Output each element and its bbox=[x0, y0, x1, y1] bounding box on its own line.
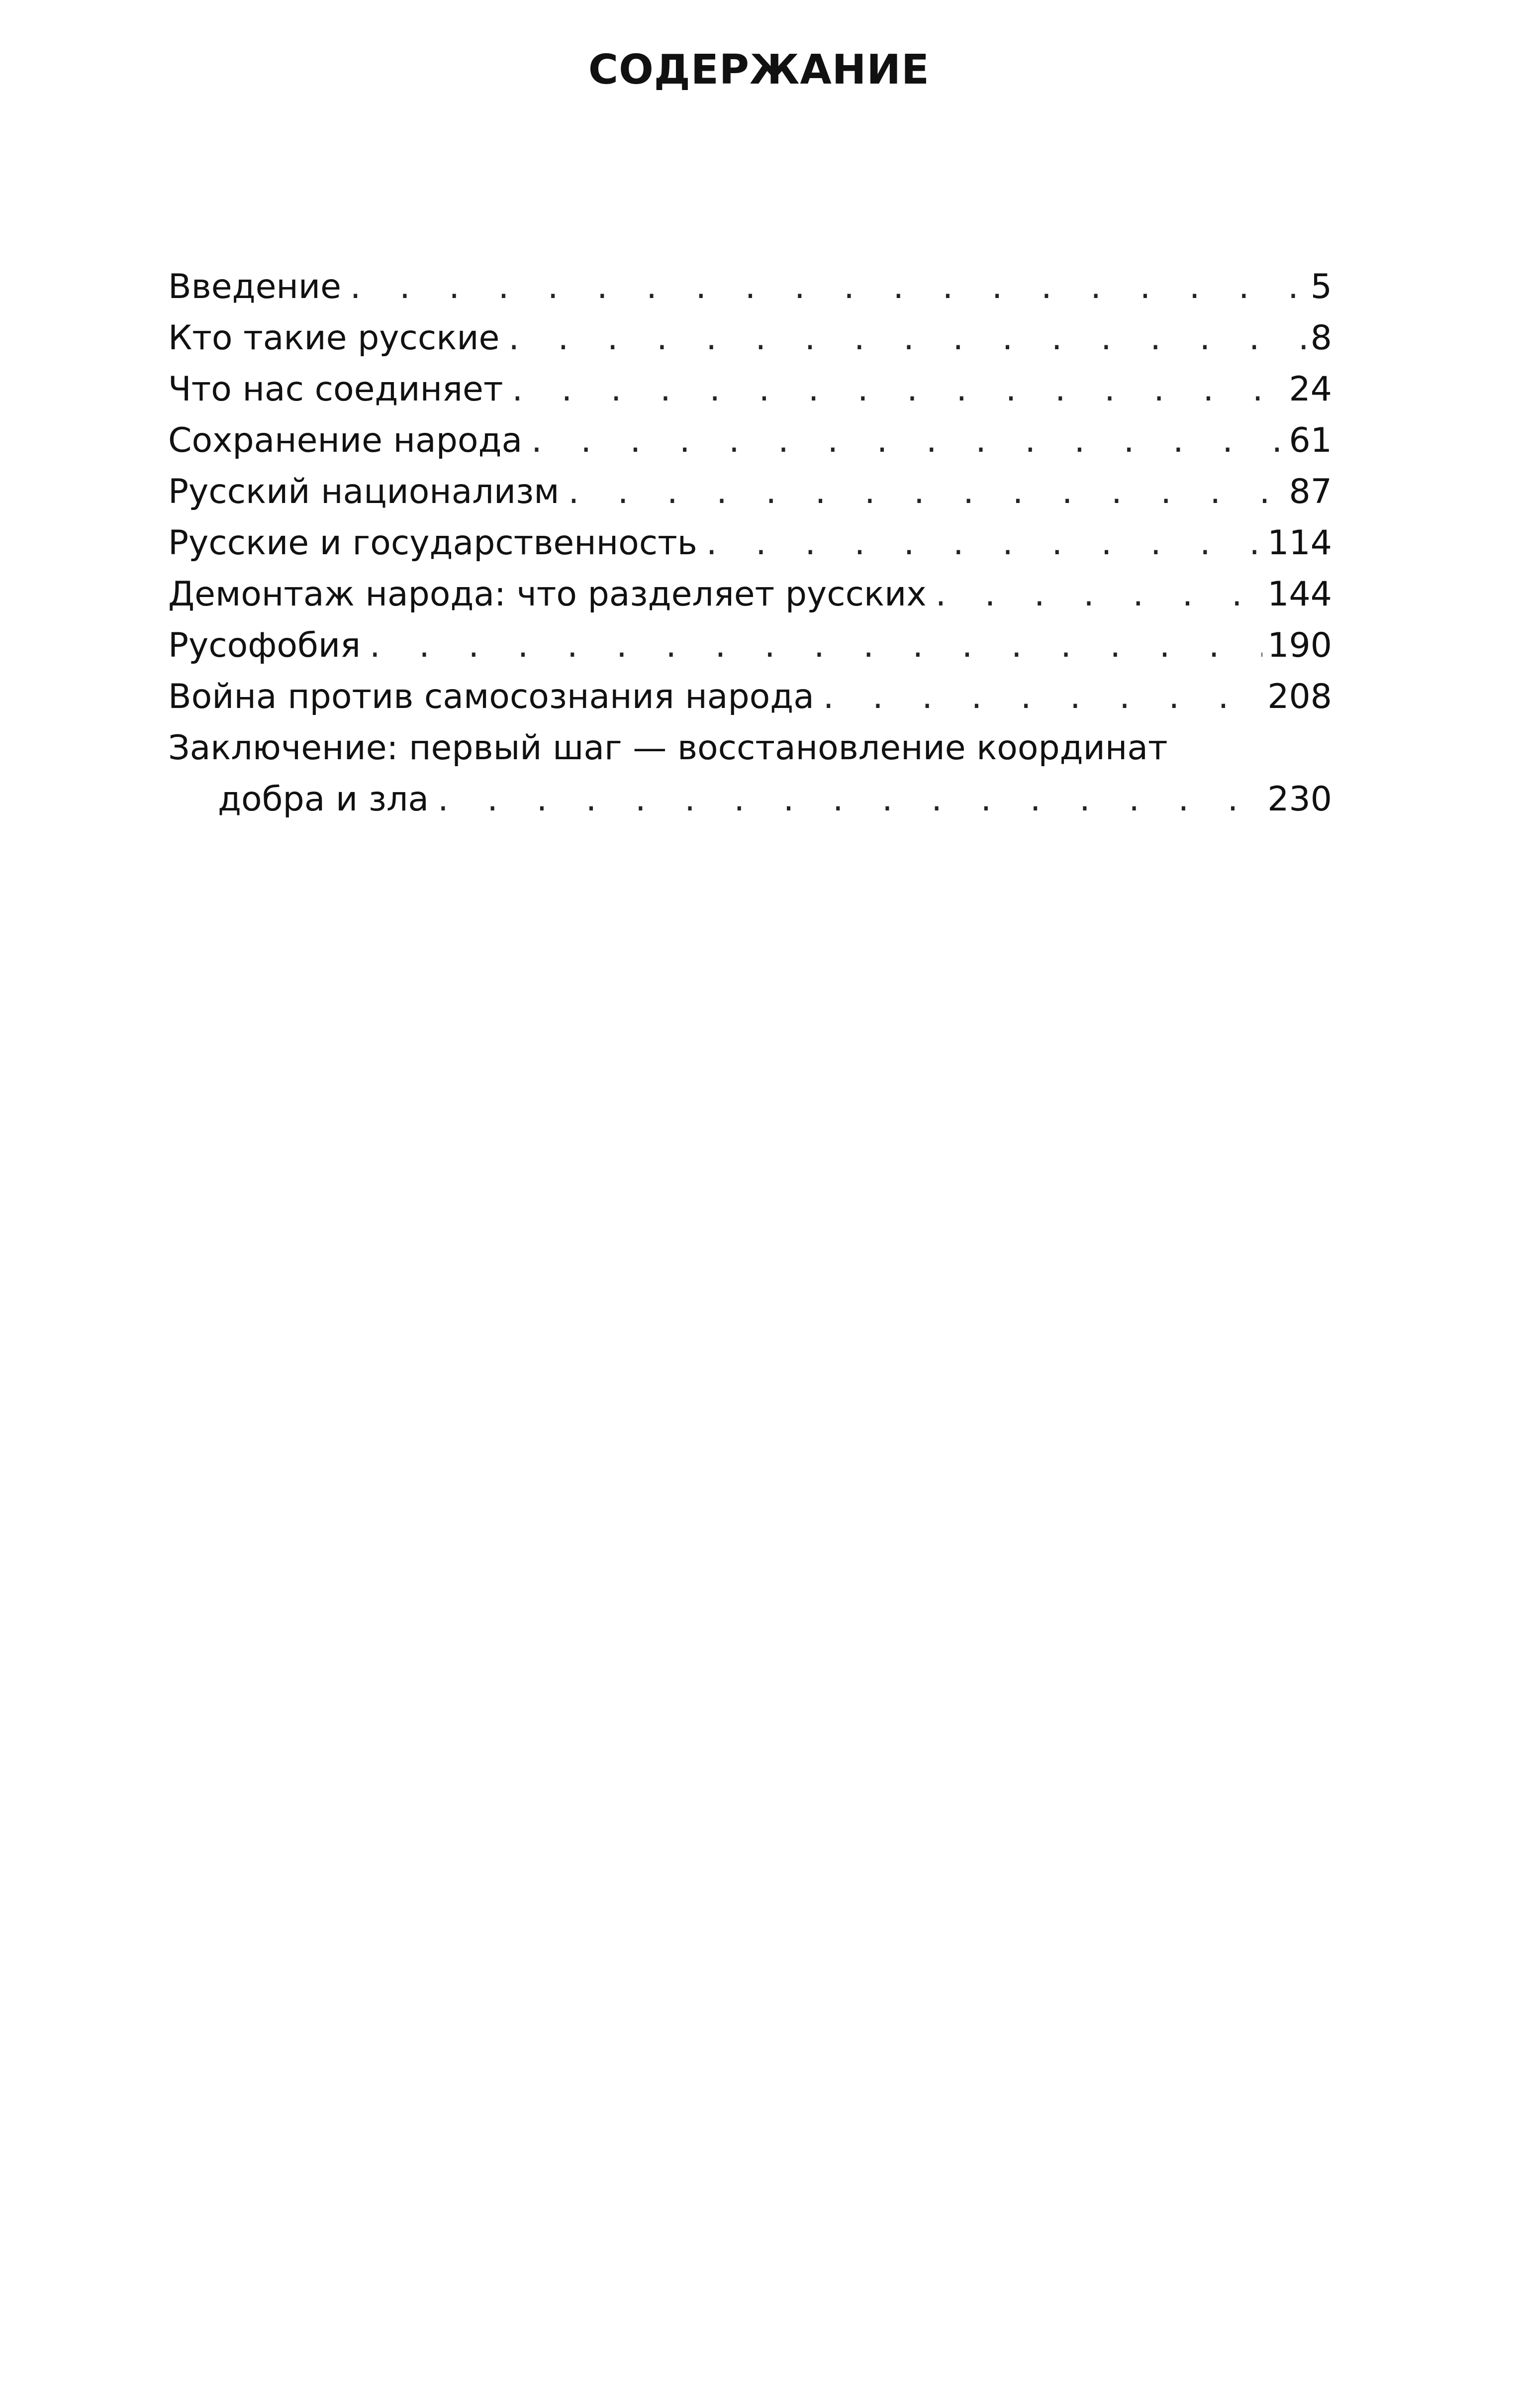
dot-leader bbox=[370, 620, 1262, 671]
toc-entry bbox=[168, 364, 1332, 415]
toc-entry bbox=[168, 517, 1332, 569]
dot-leader bbox=[569, 466, 1284, 517]
toc-entry-title: Война против самосознания народа bbox=[168, 677, 814, 716]
dot-leader bbox=[508, 312, 1305, 364]
toc-entry-page: 230 bbox=[1267, 780, 1332, 819]
toc-entry bbox=[168, 620, 1332, 671]
dot-leader bbox=[438, 774, 1262, 825]
dot-leader bbox=[350, 261, 1306, 312]
toc-entry-title: Сохранение народа bbox=[168, 421, 523, 460]
toc-entry-title: Что нас соединяет bbox=[168, 370, 503, 409]
toc-entry-continuation bbox=[168, 774, 1332, 825]
toc-entry-page: 24 bbox=[1289, 370, 1332, 409]
dot-leader bbox=[706, 517, 1262, 569]
toc-entry bbox=[168, 312, 1332, 364]
toc-entry-page: 144 bbox=[1267, 575, 1332, 614]
toc-entry bbox=[168, 466, 1332, 517]
toc-entry-title-line2: добра и зла bbox=[218, 780, 429, 819]
dot-leader bbox=[512, 364, 1284, 415]
toc-entry bbox=[168, 261, 1332, 312]
toc-entry-page: 8 bbox=[1310, 318, 1332, 358]
toc-entry-title: Введение bbox=[168, 267, 341, 306]
dot-leader bbox=[823, 671, 1262, 722]
toc-entry-page: 114 bbox=[1267, 523, 1332, 563]
toc-entry-page: 208 bbox=[1267, 677, 1332, 716]
toc-entry-title: Русский национализм bbox=[168, 472, 560, 511]
toc-entry-title: Демонтаж народа: что разделяет русских bbox=[168, 575, 927, 614]
toc-entry-page: 87 bbox=[1289, 472, 1332, 511]
toc-entry-title: Русские и государственность bbox=[168, 523, 697, 563]
toc-entry-conclusion bbox=[168, 722, 1332, 825]
toc-entry bbox=[168, 415, 1332, 466]
table-of-contents bbox=[168, 261, 1332, 825]
toc-entry bbox=[168, 671, 1332, 722]
toc-entry-page: 190 bbox=[1267, 626, 1332, 665]
toc-entry-title-line1: Заключение: первый шаг — восстановление координат bbox=[168, 728, 1168, 768]
dot-leader bbox=[936, 569, 1263, 620]
toc-entry bbox=[168, 569, 1332, 620]
toc-entry-page: 5 bbox=[1310, 267, 1332, 306]
toc-entry-title: Кто такие русские bbox=[168, 318, 500, 358]
toc-entry-title: Русофобия bbox=[168, 626, 361, 665]
dot-leader bbox=[531, 415, 1284, 466]
page-title: СОДЕРЖАНИЕ bbox=[588, 46, 930, 94]
toc-entry-page: 61 bbox=[1289, 421, 1332, 460]
